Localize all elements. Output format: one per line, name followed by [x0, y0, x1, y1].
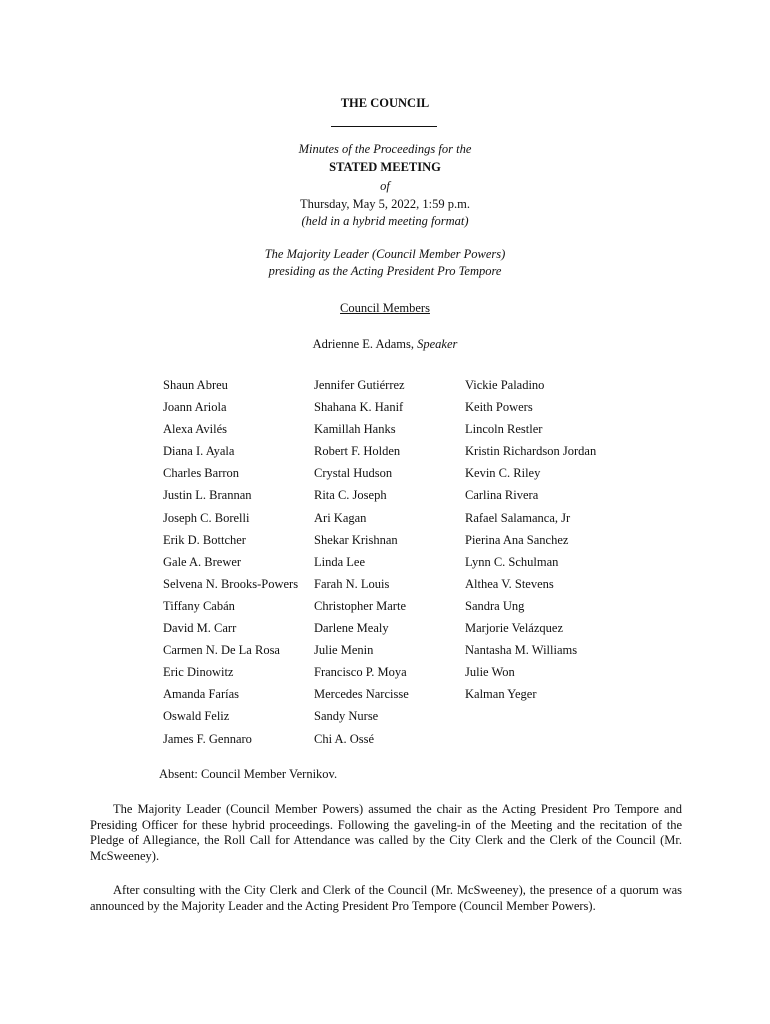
- meeting-type: STATED MEETING: [329, 160, 441, 174]
- presiding-line-2: presiding as the Acting President Pro Tempore: [268, 264, 502, 278]
- member-name: Carlina Rivera: [465, 488, 539, 503]
- member-name: Vickie Paladino: [465, 378, 545, 392]
- meeting-date-time: Thursday, May 5, 2022, 1:59 p.m.: [299, 197, 470, 211]
- member-name: Tiffany Cabán: [163, 598, 235, 613]
- member-name: Joseph C. Borelli: [163, 510, 250, 525]
- members-column-1: [163, 374, 298, 750]
- member-name: Robert F. Holden: [314, 444, 401, 459]
- member-name: Eric Dinowitz: [163, 665, 234, 680]
- speaker-line: [0, 336, 770, 352]
- member-name: Rita C. Joseph: [314, 488, 387, 503]
- member-name: Crystal Hudson: [314, 466, 393, 481]
- title-underline-rule: [331, 126, 437, 127]
- member-name: Kalman Yeger: [465, 687, 537, 702]
- member-name: David M. Carr: [163, 621, 237, 636]
- member-name: Selvena N. Brooks-Powers: [163, 576, 299, 591]
- member-name: Carmen N. De La Rosa: [163, 643, 280, 658]
- member-name: Jennifer Gutiérrez: [314, 378, 405, 392]
- proceedings-paragraph-2: After consulting with the City Clerk and Clerk of the Council (Mr. McSweeney), the presence of a quorum was announced by the Majority Leader and the Acting President Pro Tempore (Council Member Powers).: [90, 883, 682, 913]
- member-name: Pierina Ana Sanchez: [465, 532, 569, 547]
- absent-note: Absent: Council Member Vernikov.: [159, 767, 338, 781]
- speaker-title: Speaker: [417, 337, 458, 351]
- of-line: of: [380, 179, 390, 193]
- member-name: Justin L. Brannan: [163, 488, 252, 503]
- member-name: Ari Kagan: [314, 510, 367, 525]
- member-name: Joann Ariola: [163, 400, 227, 415]
- members-column-2: [314, 374, 409, 750]
- member-name: Nantasha M. Williams: [465, 643, 578, 658]
- council-members-heading: Council Members: [340, 301, 430, 315]
- minutes-line: Minutes of the Proceedings for the: [298, 142, 472, 156]
- member-name: Sandra Ung: [465, 598, 525, 613]
- member-name: Darlene Mealy: [314, 621, 389, 636]
- member-name: Shahana K. Hanif: [314, 400, 404, 415]
- member-name: Diana I. Ayala: [163, 444, 235, 459]
- member-name: Shaun Abreu: [163, 378, 228, 392]
- member-name: Christopher Marte: [314, 598, 406, 613]
- member-name: Erik D. Bottcher: [163, 532, 246, 547]
- member-name: Sandy Nurse: [314, 709, 379, 724]
- member-name: Shekar Krishnan: [314, 532, 398, 547]
- member-name: Lynn C. Schulman: [465, 554, 559, 569]
- member-name: James F. Gennaro: [163, 731, 252, 746]
- member-name: Rafael Salamanca, Jr: [465, 510, 571, 525]
- member-name: Linda Lee: [314, 554, 366, 569]
- member-name: Francisco P. Moya: [314, 665, 407, 680]
- member-name: Charles Barron: [163, 466, 240, 481]
- member-name: Althea V. Stevens: [465, 576, 554, 591]
- meeting-format-note: (held in a hybrid meeting format): [301, 214, 469, 228]
- presiding-line-1: The Majority Leader (Council Member Powers): [264, 247, 506, 261]
- member-name: Kevin C. Riley: [465, 466, 541, 481]
- member-name: Lincoln Restler: [465, 422, 543, 437]
- member-name: Kamillah Hanks: [314, 422, 396, 437]
- speaker-name: Adrienne E. Adams,: [312, 337, 418, 351]
- proceedings-paragraph-1: The Majority Leader (Council Member Powers) assumed the chair as the Acting President Pro Tempore and Presiding Officer for these hybrid proceedings. Following the gaveling-in of the Meeting and the recitation of the Pledge of Allegiance, the Roll Call for Attendance was called by the City Clerk and the Clerk of the Council (Mr. McSweeney).: [90, 802, 682, 863]
- member-name: Mercedes Narcisse: [314, 687, 409, 702]
- member-name: Alexa Avilés: [163, 422, 227, 437]
- members-column-3: [465, 374, 596, 705]
- member-name: Julie Won: [465, 665, 515, 680]
- member-name: Marjorie Velázquez: [465, 621, 563, 636]
- member-name: Amanda Farías: [163, 687, 240, 702]
- member-name: Oswald Feliz: [163, 709, 230, 724]
- member-name: Gale A. Brewer: [163, 554, 242, 569]
- member-name: Farah N. Louis: [314, 576, 390, 591]
- member-name: Kristin Richardson Jordan: [465, 444, 597, 459]
- member-name: Julie Menin: [314, 643, 374, 658]
- member-name: Chi A. Ossé: [314, 731, 375, 746]
- document-title: THE COUNCIL: [340, 96, 430, 110]
- member-name: Keith Powers: [465, 400, 533, 415]
